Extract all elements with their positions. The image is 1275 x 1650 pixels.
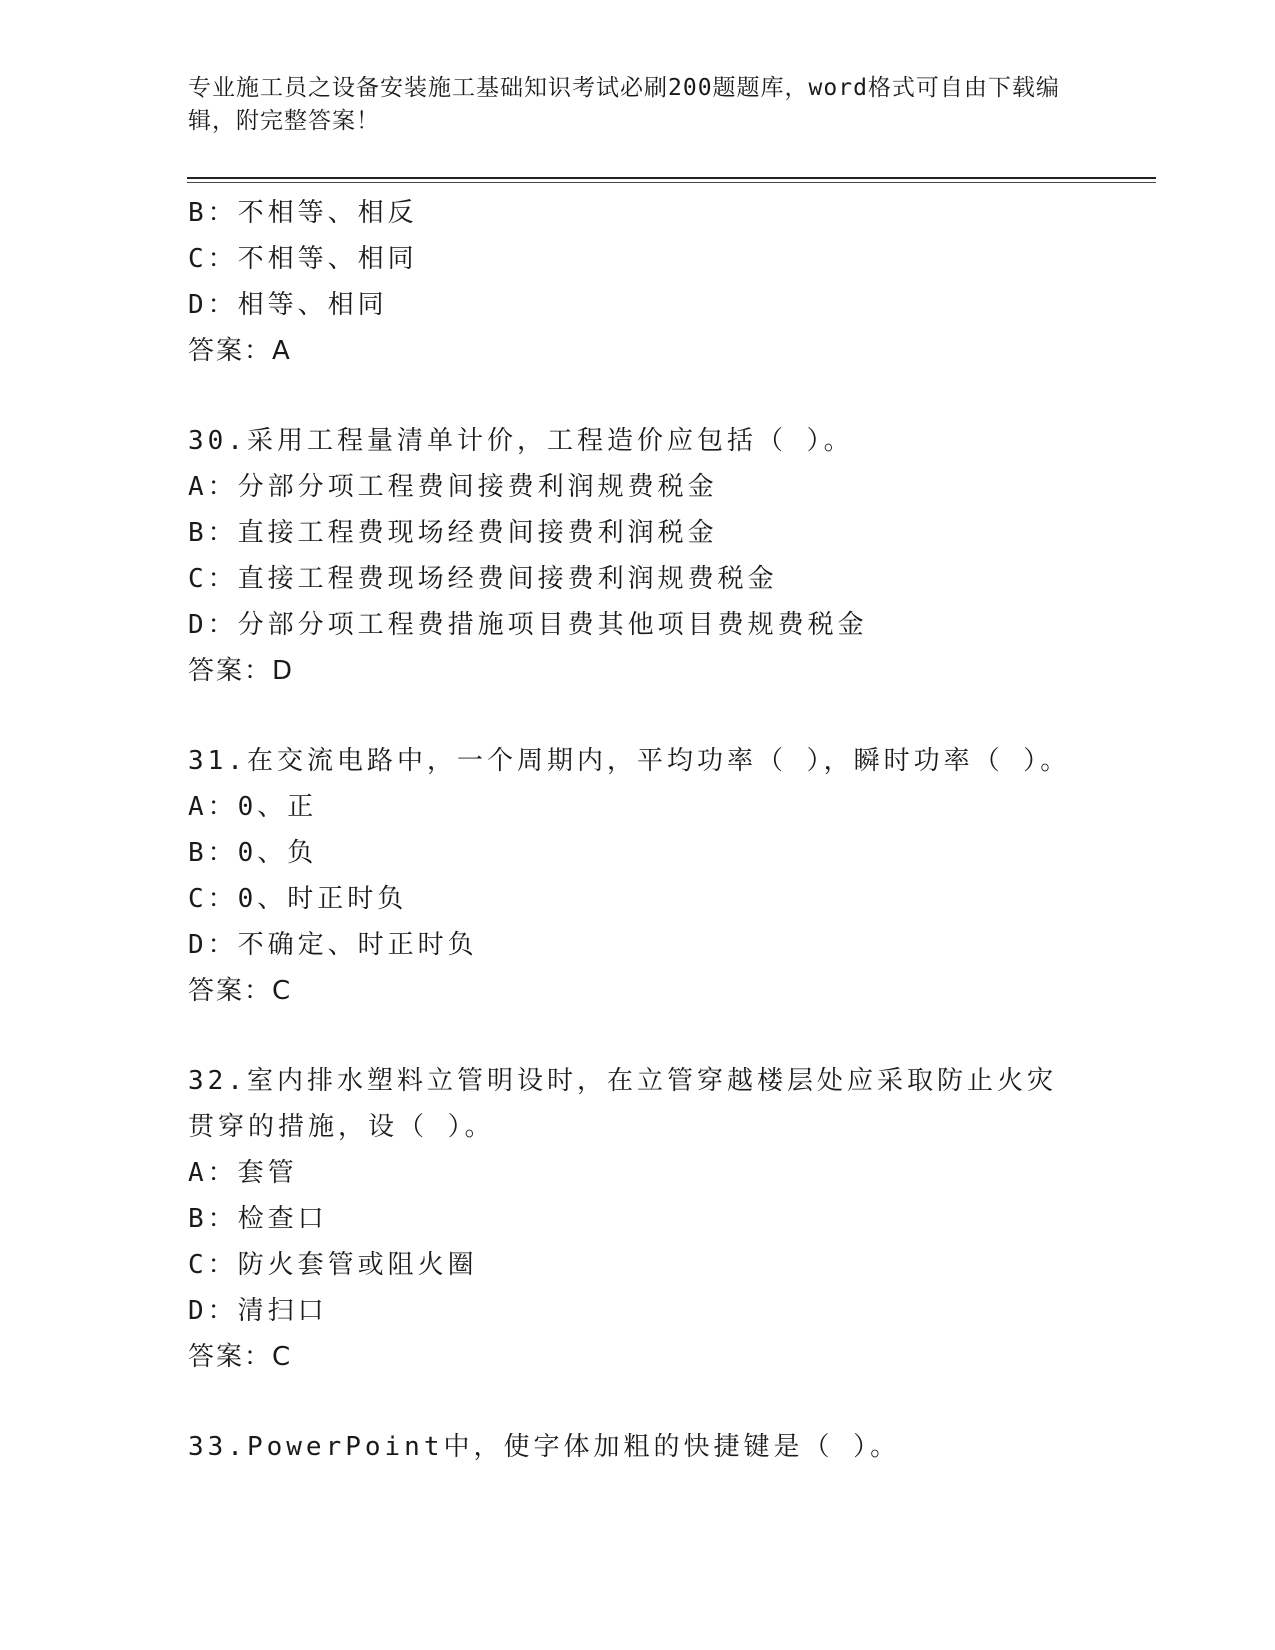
option-a: A：0、正 — [188, 792, 318, 822]
question-32 — [188, 1058, 1088, 1380]
option-b: B：0、负 — [188, 838, 318, 868]
question-stem: 30.采用工程量清单计价，工程造价应包括（ ）。 — [188, 426, 854, 456]
answer: 答案：D — [188, 656, 295, 686]
option-b: B：直接工程费现场经费间接费利润税金 — [188, 518, 718, 548]
question-stem: 32.室内排水塑料立管明设时，在立管穿越楼层处应采取防止火灾贯穿的措施，设（ ）。 — [188, 1066, 1057, 1142]
option-a: A：套管 — [188, 1158, 298, 1188]
header-divider-thin — [187, 182, 1156, 183]
option-c: C：0、时正时负 — [188, 884, 408, 914]
option-d: D：分部分项工程费措施项目费其他项目费规费税金 — [188, 610, 868, 640]
option-c: C：直接工程费现场经费间接费利润规费税金 — [188, 564, 778, 594]
option-b: B：检查口 — [188, 1204, 328, 1234]
option-a: A：分部分项工程费间接费利润规费税金 — [188, 472, 718, 502]
answer: 答案：A — [188, 336, 292, 366]
option-d: D：清扫口 — [188, 1296, 328, 1326]
header-title: 专业施工员之设备安装施工基础知识考试必刷200题题库，word格式可自由下载编辑，附完整答案！ — [188, 75, 1060, 134]
option-c: C：防火套管或阻火圈 — [188, 1250, 478, 1280]
answer: 答案：C — [188, 1342, 293, 1372]
option-b: B：不相等、相反 — [188, 198, 418, 228]
option-d: D：相等、相同 — [188, 290, 388, 320]
question-31 — [188, 738, 1088, 1014]
header-divider-thick — [187, 177, 1156, 179]
question-33 — [188, 1424, 1088, 1470]
document-header — [188, 72, 1068, 138]
question-29 — [188, 190, 1088, 374]
question-30 — [188, 418, 1088, 694]
answer: 答案：C — [188, 976, 293, 1006]
document-body — [188, 190, 1088, 1470]
question-stem: 33.PowerPoint中，使字体加粗的快捷键是（ ）。 — [188, 1432, 901, 1462]
option-c: C：不相等、相同 — [188, 244, 418, 274]
question-stem: 31.在交流电路中，一个周期内，平均功率（ ），瞬时功率（ ）。 — [188, 746, 1071, 776]
option-d: D：不确定、时正时负 — [188, 930, 478, 960]
